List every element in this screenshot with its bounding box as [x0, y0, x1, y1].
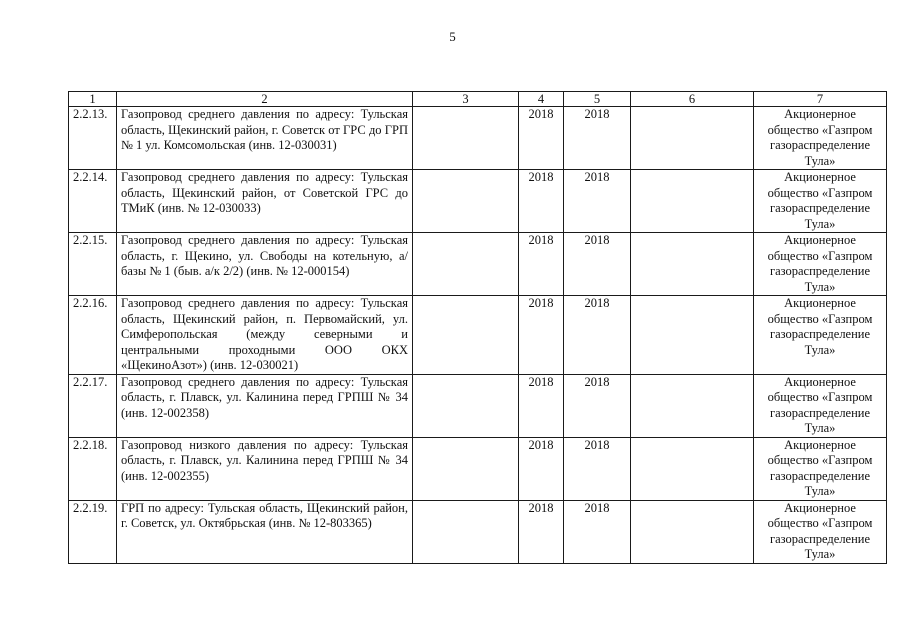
- end-year: 2018: [564, 500, 631, 563]
- row-number: 2.2.17.: [69, 374, 117, 437]
- end-year: 2018: [564, 170, 631, 233]
- object-description: ГРП по адресу: Тульская область, Щекинский район, г. Советск, ул. Октябрьская (инв. № 12-803365): [117, 500, 413, 563]
- asset-table: [68, 91, 887, 564]
- organization: Акционерное общество «Газпром газораспределение Тула»: [754, 296, 887, 375]
- header-col-3: 3: [413, 92, 519, 107]
- start-year: 2018: [519, 233, 564, 296]
- organization: Акционерное общество «Газпром газораспределение Тула»: [754, 500, 887, 563]
- col3-cell: [413, 233, 519, 296]
- page-number: 5: [449, 29, 456, 44]
- object-description: Газопровод среднего давления по адресу: Тульская область, Щекинский район, от Советской ГРС до ТМиК (инв. № 12-030033): [117, 170, 413, 233]
- end-year: 2018: [564, 107, 631, 170]
- object-description: Газопровод низкого давления по адресу: Тульская область, г. Плавск, ул. Калинина перед ГРПШ № 34 (инв. 12-002355): [117, 437, 413, 500]
- table-row: [69, 500, 887, 563]
- row-number: 2.2.15.: [69, 233, 117, 296]
- col3-cell: [413, 437, 519, 500]
- col6-cell: [631, 233, 754, 296]
- col6-cell: [631, 296, 754, 375]
- start-year: 2018: [519, 374, 564, 437]
- end-year: 2018: [564, 296, 631, 375]
- table-row: [69, 296, 887, 375]
- object-description: Газопровод среднего давления по адресу: Тульская область, Щекинский район, п. Первомайский, ул. Симферопольская (между северными и центральными проходными ООО ОКХ «ЩекиноАзот») (инв. 12-030021): [117, 296, 413, 375]
- end-year: 2018: [564, 233, 631, 296]
- object-description: Газопровод среднего давления по адресу: Тульская область, Щекинский район, г. Советск от ГРС до ГРП № 1 ул. Комсомольская (инв. 12-030031): [117, 107, 413, 170]
- row-number: 2.2.14.: [69, 170, 117, 233]
- col3-cell: [413, 374, 519, 437]
- start-year: 2018: [519, 500, 564, 563]
- col3-cell: [413, 296, 519, 375]
- start-year: 2018: [519, 170, 564, 233]
- row-number: 2.2.19.: [69, 500, 117, 563]
- row-number: 2.2.13.: [69, 107, 117, 170]
- table-row: [69, 107, 887, 170]
- header-col-6: 6: [631, 92, 754, 107]
- col6-cell: [631, 500, 754, 563]
- table-row: [69, 170, 887, 233]
- table-row: [69, 233, 887, 296]
- col3-cell: [413, 107, 519, 170]
- table-header: [69, 92, 887, 107]
- organization: Акционерное общество «Газпром газораспределение Тула»: [754, 107, 887, 170]
- col6-cell: [631, 437, 754, 500]
- object-description: Газопровод среднего давления по адресу: Тульская область, г. Плавск, ул. Калинина перед ГРПШ № 34 (инв. 12-002358): [117, 374, 413, 437]
- col6-cell: [631, 170, 754, 233]
- table-row: [69, 437, 887, 500]
- end-year: 2018: [564, 374, 631, 437]
- organization: Акционерное общество «Газпром газораспределение Тула»: [754, 170, 887, 233]
- table-row: [69, 374, 887, 437]
- header-col-5: 5: [564, 92, 631, 107]
- start-year: 2018: [519, 107, 564, 170]
- organization: Акционерное общество «Газпром газораспределение Тула»: [754, 374, 887, 437]
- header-col-4: 4: [519, 92, 564, 107]
- col6-cell: [631, 107, 754, 170]
- row-number: 2.2.16.: [69, 296, 117, 375]
- organization: Акционерное общество «Газпром газораспределение Тула»: [754, 437, 887, 500]
- col3-cell: [413, 500, 519, 563]
- col3-cell: [413, 170, 519, 233]
- end-year: 2018: [564, 437, 631, 500]
- header-col-2: 2: [117, 92, 413, 107]
- object-description: Газопровод среднего давления по адресу: Тульская область, г. Щекино, ул. Свободы на котельную, а/базы № 1 (быв. а/к 2/2) (инв. № 12-000154): [117, 233, 413, 296]
- start-year: 2018: [519, 437, 564, 500]
- header-col-7: 7: [754, 92, 887, 107]
- organization: Акционерное общество «Газпром газораспределение Тула»: [754, 233, 887, 296]
- start-year: 2018: [519, 296, 564, 375]
- row-number: 2.2.18.: [69, 437, 117, 500]
- col6-cell: [631, 374, 754, 437]
- header-col-1: 1: [69, 92, 117, 107]
